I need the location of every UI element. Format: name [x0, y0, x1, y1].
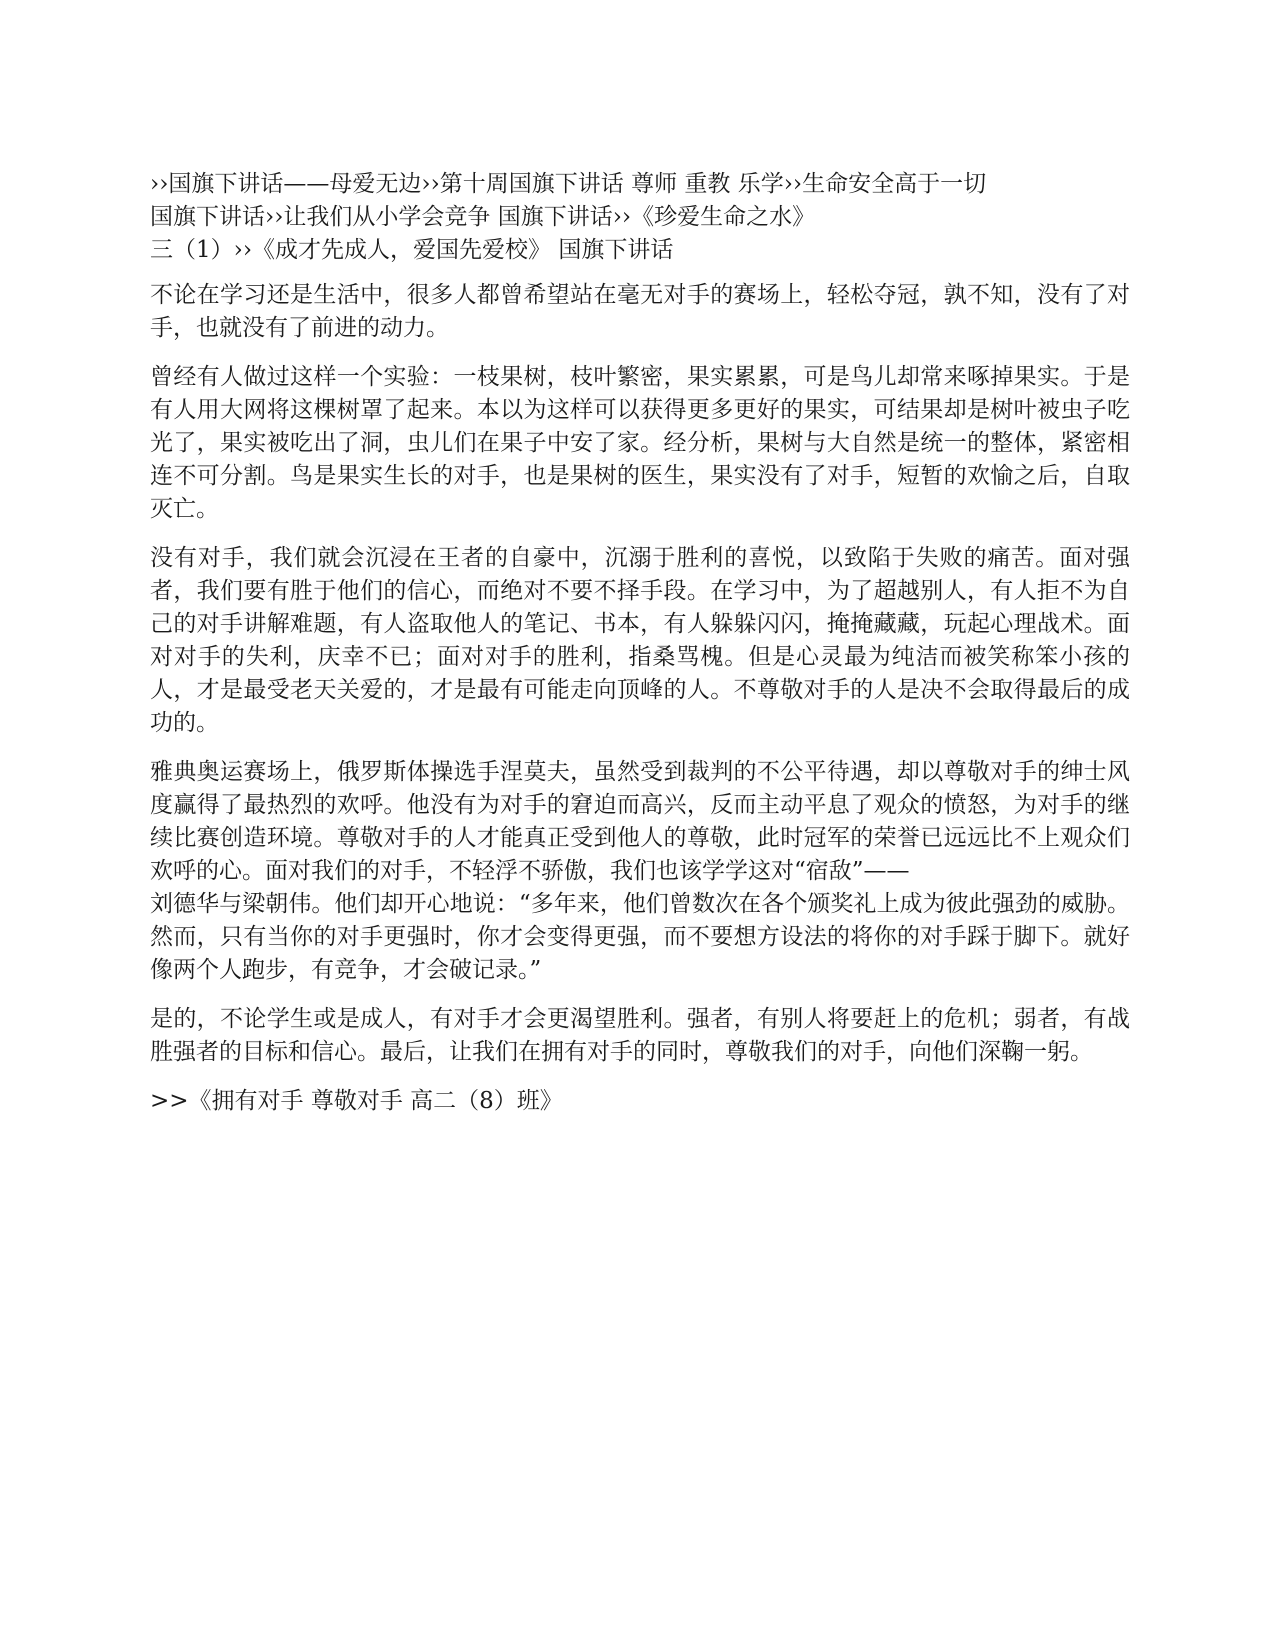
- related-links-line-3[interactable]: 三（1）››《成才先成人，爱国先爱校》 国旗下讲话: [150, 237, 674, 263]
- paragraph-rivals-quote: 刘德华与梁朝伟。他们却开心地说：“多年来，他们曾数次在各个颁奖礼上成为彼此强劲的威胁。然而，只有当你的对手更强时，你才会变得更强，而不要想方设法的将你的对手踩于脚下。就好像两个人跑步，有竞争，才会破记录。”: [150, 891, 1130, 983]
- related-links: [150, 168, 1130, 267]
- paragraph-no-rival: 没有对手，我们就会沉浸在王者的自豪中，沉溺于胜利的喜悦，以致陷于失败的痛苦。面对强者，我们要有胜于他们的信心，而绝对不要不择手段。在学习中，为了超越别人，有人拒不为自己的对手讲解难题，有人盗取他人的笔记、书本，有人躲躲闪闪，掩掩藏藏，玩起心理战术。面对对手的失利，庆幸不已；面对对手的胜利，指桑骂槐。但是心灵最为纯洁而被笑称笨小孩的人，才是最受老天关爱的，才是最有可能走向顶峰的人。不尊敬对手的人是决不会取得最后的成功的。: [150, 545, 1130, 736]
- paragraph-intro: 不论在学习还是生活中，很多人都曾希望站在毫无对手的赛场上，轻松夺冠，孰不知，没有了对手，也就没有了前进的动力。: [150, 282, 1130, 341]
- related-links-line-1[interactable]: ››国旗下讲话——母爱无边››第十周国旗下讲话 尊师 重教 乐学››生命安全高于一切: [150, 171, 987, 197]
- related-links-line-2[interactable]: 国旗下讲话››让我们从小学会竞争 国旗下讲话››《珍爱生命之水》: [150, 204, 816, 230]
- footer-article-link[interactable]: >>《拥有对手 尊敬对手 高二（8）班》: [150, 1088, 563, 1114]
- paragraph-experiment: 曾经有人做过这样一个实验：一枝果树，枝叶繁密，果实累累，可是鸟儿却常来啄掉果实。于是有人用大网将这棵树罩了起来。本以为这样可以获得更多更好的果实，可结果却是树叶被虫子吃光了，果实被吃出了洞，虫儿们在果子中安了家。经分析，果树与大自然是统一的整体，紧密相连不可分割。鸟是果实生长的对手，也是果树的医生，果实没有了对手，短暂的欢愉之后，自取灭亡。: [150, 364, 1130, 522]
- paragraph-athens: 雅典奥运赛场上，俄罗斯体操选手涅莫夫，虽然受到裁判的不公平待遇，却以尊敬对手的绅士风度赢得了最热烈的欢呼。他没有为对手的窘迫而高兴，反而主动平息了观众的愤怒，为对手的继续比赛创造环境。尊敬对手的人才能真正受到他人的尊敬，此时冠军的荣誉已远远比不上观众们欢呼的心。面对我们的对手，不轻浮不骄傲，我们也该学学这对“宿敌”——: [150, 759, 1130, 884]
- document-page: [150, 168, 1130, 1118]
- paragraph-conclusion: 是的，不论学生或是成人，有对手才会更渴望胜利。强者，有别人将要赶上的危机；弱者，有战胜强者的目标和信心。最后，让我们在拥有对手的同时，尊敬我们的对手，向他们深鞠一躬。: [150, 1006, 1130, 1065]
